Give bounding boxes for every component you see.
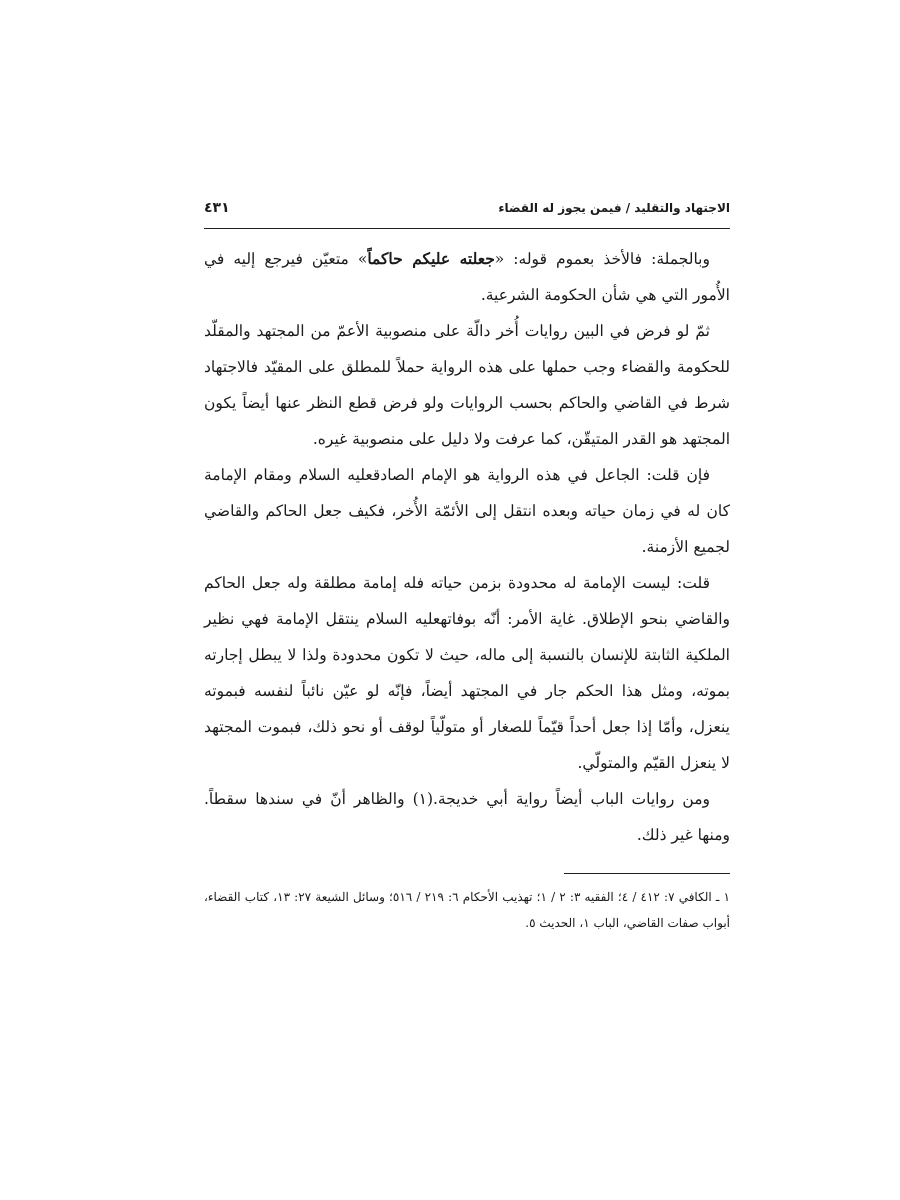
- paragraph-3: فإن قلت: الجاعل في هذه الرواية هو الإمام الصادقعليه السلام ومقام الإمامة كان له في زمان حياته وبعده انتقل إلى الأئمّة الأُخر، فكيف جعل الحاكم والقاضي لجميع الأزمنة.: [204, 466, 730, 556]
- paragraph-4: قلت: ليست الإمامة له محدودة بزمن حياته فله إمامة مطلقة وله جعل الحاكم والقاضي بنحو الإطلاق. غاية الأمر: أنّه بوفاتهعليه السلام ينتقل الإمامة فهي نظير الملكية الثابتة للإنسان بالنسبة إلى ماله، حيث لا تكون محدودة ولذا لا يبطل إجارته بموته، ومثل هذا الحكم جار في المجتهد أيضاً، فإنّه لو عيّن نائباً لنفسه فبموته ينعزل، وأمّا إذا جعل أحداً قيّماً للصغار أو متولّياً لوقف أو نحو ذلك، فبموت المجتهد لا ينعزل القيّم والمتولّي.: [204, 574, 730, 772]
- running-head: الاجتهاد والتقليد / فيمن يجوز له القضاء: [498, 201, 730, 215]
- page-number: ٤٣١: [204, 200, 230, 216]
- paragraph-2: ثمّ لو فرض في البين روايات أُخر دالّة على منصوبية الأعمّ من المجتهد والمقلّد للحكومة والقضاء وجب حملها على هذه الرواية حملاً للمطلق على المقيّد فالاجتهاد شرط في القاضي والحاكم بحسب الروايات ولو فرض قطع النظر عنها أيضاً يكون المجتهد هو القدر المتيقّن، كما عرفت ولا دليل على منصوبية غيره.: [204, 322, 730, 448]
- quoted-hadith-phrase: جعلته عليكم حاكماً: [367, 249, 495, 268]
- paragraph-1-before: وبالجملة: فالأخذ بعموم قوله: «: [494, 250, 710, 268]
- footnote-divider: [564, 873, 730, 874]
- paragraph-5: ومن روايات الباب أيضاً رواية أبي خديجة.(١) والظاهر أنّ في سندها سقطاً. ومنها غير ذلك.: [204, 790, 730, 844]
- page-header: [204, 200, 730, 229]
- paragraph-1: [204, 241, 730, 313]
- book-page: [204, 200, 730, 936]
- paragraph-1-after: » متعيّن فيرجع إليه في الأُمور التي هي شأن الحكومة الشرعية.: [204, 250, 730, 304]
- body-text: [204, 241, 730, 853]
- footnote-1: ١ ـ الكافي ٧: ٤١٢ / ٤؛ الفقيه ٣: ٢ / ١؛ تهذيب الأحكام ٦: ٢١٩ / ٥١٦؛ وسائل الشيعة ٢٧: ١٣، كتاب القضاء، أبواب صفات القاضي، الباب ١، الحديث ٥.: [204, 890, 730, 930]
